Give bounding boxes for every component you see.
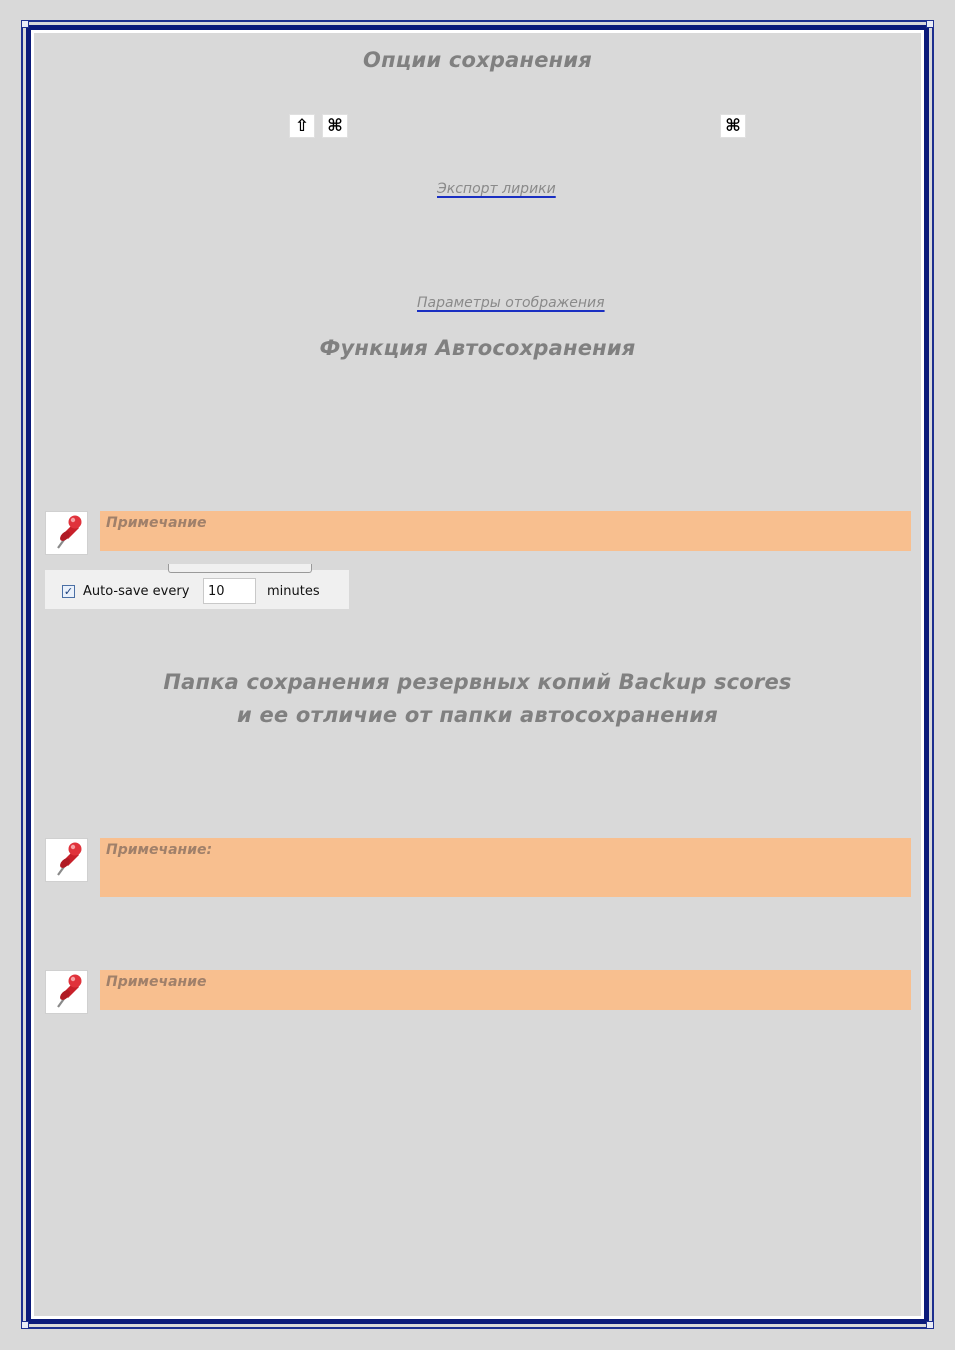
autosave-checkbox[interactable] [62,585,75,598]
link-export-lyrics[interactable]: Экспорт лирики [437,181,556,197]
pushpin-icon [45,511,88,555]
frame-corner-tl [21,20,29,28]
checkmark-icon: ✓ [63,585,74,598]
autosave-interval-input[interactable] [203,578,256,604]
note-box-2 [100,838,911,897]
note-box-3 [100,970,911,1010]
panel-tab-edge [168,564,312,573]
command-key-icon-2: ⌘ [720,114,746,138]
note-label-3: Примечание [106,974,207,990]
autosave-units-label: minutes [267,584,320,599]
heading-save-options: Опции сохранения [363,48,592,72]
frame-corner-tr [926,20,934,28]
pushpin-icon-2 [45,838,88,882]
heading-backup-line-2: и ее отличие от папки автосохранения [237,703,718,727]
pushpin-icon-3 [45,970,88,1014]
shift-key-icon: ⇧ [289,114,315,138]
note-label-2: Примечание: [106,842,213,858]
frame-corner-bl [21,1321,29,1329]
note-box-1 [100,511,911,551]
autosave-checkbox-label: Auto-save every [83,584,190,599]
command-key-icon: ⌘ [322,114,348,138]
frame-corner-br [926,1321,934,1329]
heading-backup-folder [0,666,955,732]
note-label-1: Примечание [106,515,207,531]
heading-autosave-function: Функция Автосохранения [319,336,636,360]
autosave-settings-panel [45,570,349,609]
link-display-settings[interactable]: Параметры отображения [417,295,605,311]
heading-backup-line-1: Папка сохранения резервных копий Backup scores [163,670,792,694]
